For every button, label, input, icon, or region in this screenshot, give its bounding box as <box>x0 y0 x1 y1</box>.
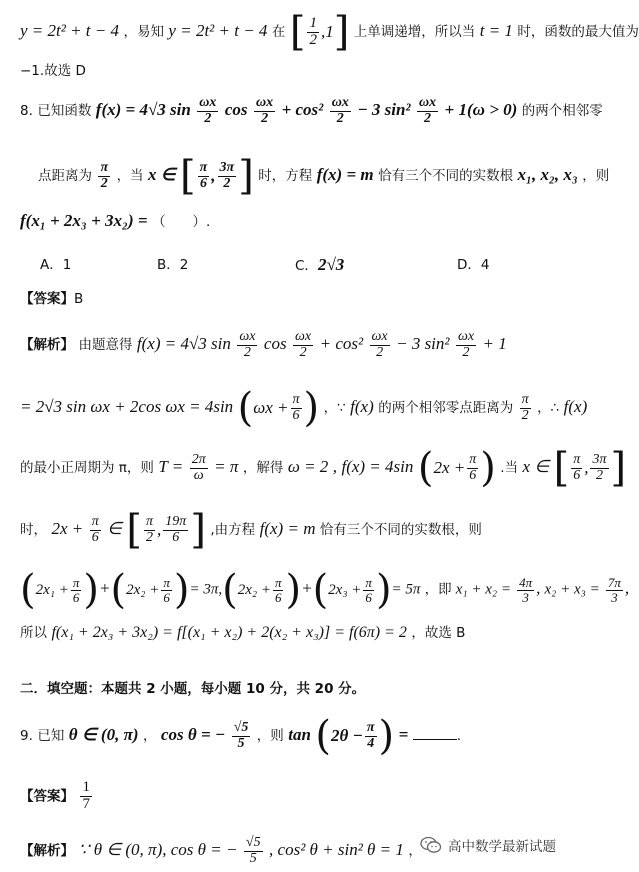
option-d: D．4 <box>457 257 490 273</box>
explain-8-line5: ( 2x₁ + $\frac{\pi}{6}$ ) + ( 2x₂ + $\frac{\pi}{6}$ ) = 3π, ( 2x₂ + $\frac{\pi}{6}$ ) + ( 2x₃ + $\frac{\pi}{6}$ ) = 5π ，即 x₁ + x₂ = $\frac{4\pi}{3}$ , x₂ + x₃ = $\frac{7\pi}{3}$ , <box>20 567 630 613</box>
explain-8-line4: 时， 2x + $\frac{\pi}{6}$ ∈ [ π 2 , 19π 6 ] ,由方程 f(x) = m 恰有三个不同的实数根，则 <box>20 507 482 553</box>
explain-8-line6: 所以 f(x₁ + 2x₃ + 3x₂) = f[(x₁ + x₂) + 2(x₂ + x₃)] = f(6π) = 2 ，故选 B <box>20 624 466 641</box>
watermark: 高中数学最新试题 <box>420 835 556 855</box>
question-8-line1: 8. 已知函数 f(x) = 4√3 sin $\frac{\omega x}{2}$ cos $\frac{\omega x}{2}$ + cos² $\frac{\omega x}{2}$ − 3 sin² $\frac{\omega x}{2}$ + 1(ω > 0) 的两个相邻零 <box>20 95 603 126</box>
question-8-line2: 点距离为 $\frac{\pi}{2}$ ，当 x ∈ [ π 6 , 3π 2 ] 时，方程 f(x) = m 恰有三个不同的实数根 x₁, x₂, x₃ ，则 <box>38 153 610 199</box>
explain-8-line3: 的最小正周期为 π，则 T = $\frac{2\pi}{\omega}$ = π ，解得 ω = 2 , f(x) = 4sin ( 2x + $\frac{\pi}{6}$ ) .当 x ∈ [ π 6 , 3π 2 ] <box>20 445 627 491</box>
answer-blank <box>413 727 457 740</box>
line-2: −1.故选 D <box>20 63 86 79</box>
option-a: A．1 <box>40 257 72 273</box>
option-c: C．2√3 <box>295 255 345 274</box>
answer-9: 【答案】 $\frac{1}{7}$ <box>20 779 90 812</box>
section-2-heading: 二．填空题：本题共 2 小题，每小题 10 分，共 20 分。 <box>20 681 366 697</box>
wechat-icon <box>420 836 442 854</box>
question-8-line3: f(x₁ + 2x₃ + 3x₂) = （ ）. <box>20 211 211 230</box>
option-b: B．2 <box>157 257 189 273</box>
answer-8: 【答案】B <box>20 291 84 307</box>
explain-8-line1: 【解析】 由题意得 f(x) = 4√3 sin $\frac{\omega x}{2}$ cos $\frac{\omega x}{2}$ + cos² $\frac{\omega x}{2}$ − 3 sin² $\frac{\omega x}{2}$ + 1 <box>20 329 507 360</box>
interval: [ 1 2 , 1 ] <box>289 9 350 55</box>
explain-9: 【解析】 ∵ θ ∈ (0, π), cos θ = − $\frac{√5}{5}$ , cos² θ + sin² θ = 1 ， <box>20 835 422 866</box>
question-9: 9. 已知 θ ∈ (0, π) ， cos θ = − $\frac{√5}{5}$ ，则 tan ( 2θ − $\frac{\pi}{4}$ ) = . <box>20 713 462 759</box>
line-1: y = 2t² + t − 4 ，易知 y = 2t² + t − 4 在 [ 1 2 , 1 ] 上单调递增，所以当 t = 1 时，函数的最大值为 <box>20 9 639 55</box>
explain-8-line2: = 2√3 sin ωx + 2cos ωx = 4sin ( ωx + $\frac{\pi}{6}$ ) ，∵ f(x) 的两个相邻零点距离为 $\frac{\pi}{2}$ ，∴ f(x) <box>20 385 588 431</box>
